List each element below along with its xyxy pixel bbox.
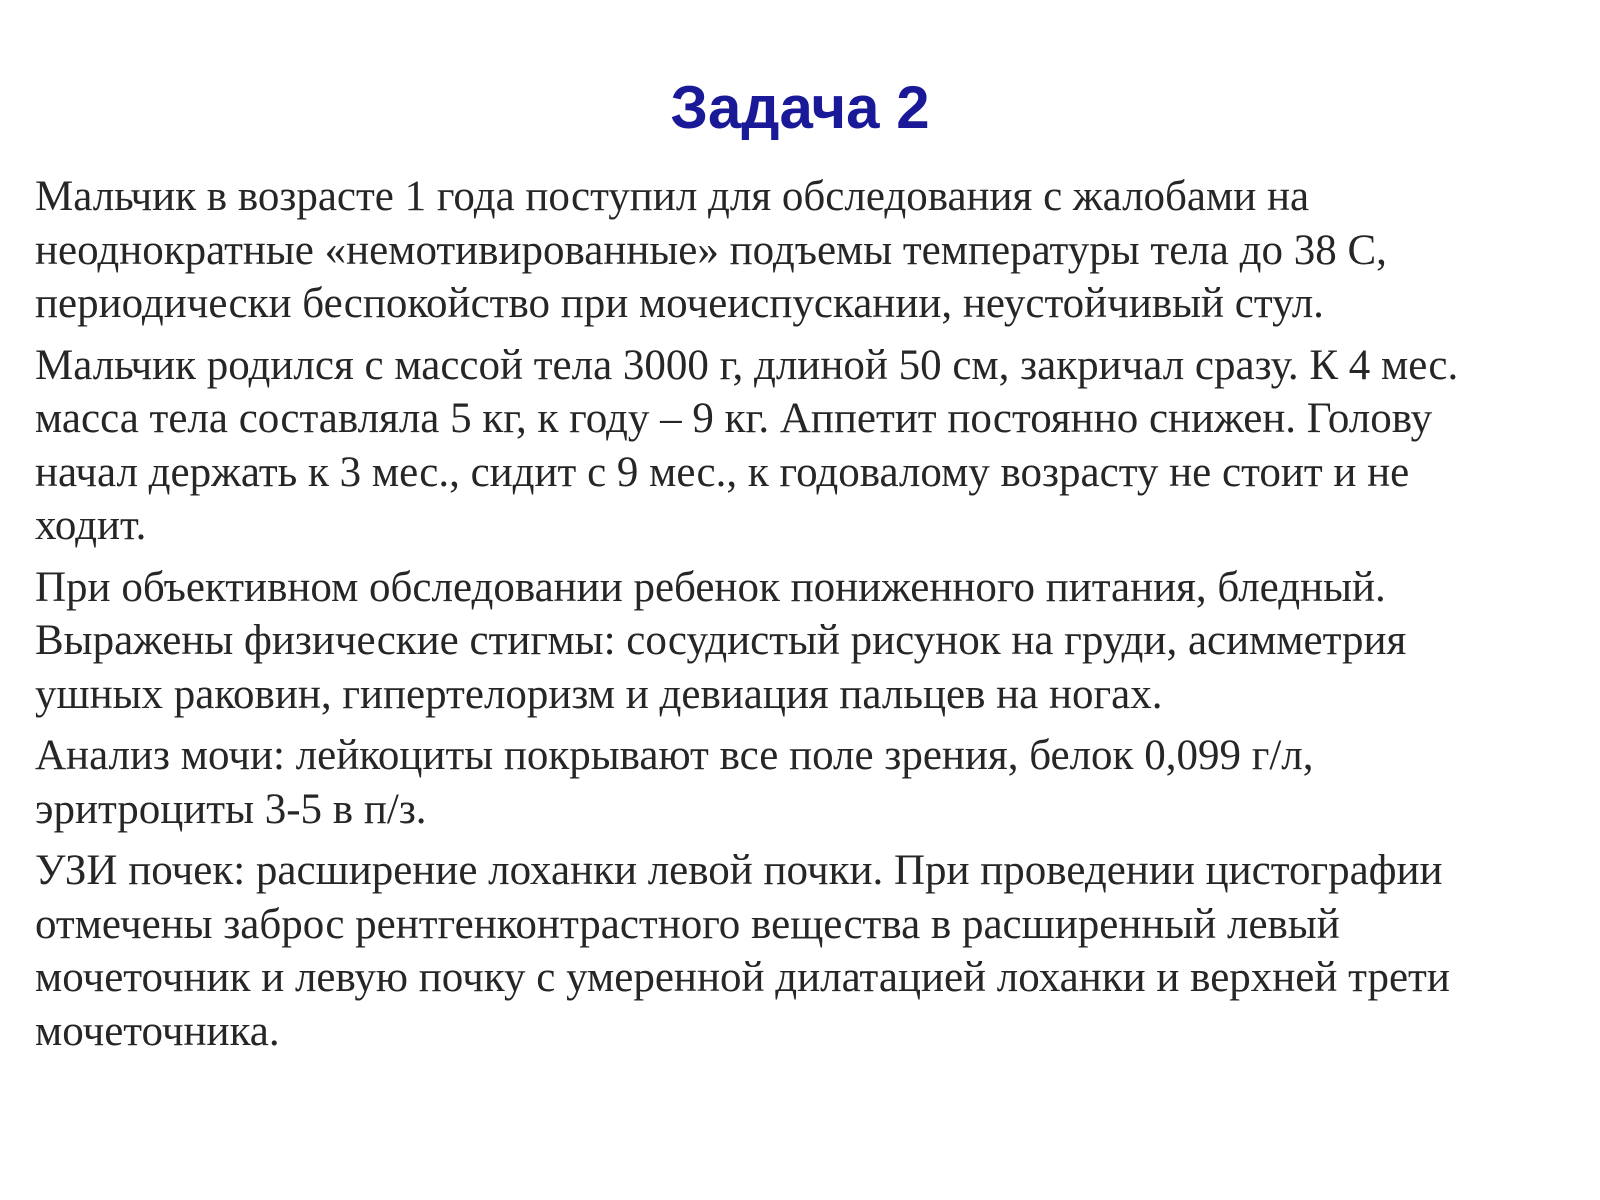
text-line: ходит. — [35, 502, 147, 549]
text-line: УЗИ почек: расширение лоханки левой почки. При проведении цистографии — [35, 847, 1443, 894]
text-line: При объективном обследовании ребенок пониженного питания, бледный. — [35, 563, 1386, 611]
urinalysis-paragraph — [35, 729, 1560, 836]
task-text — [35, 170, 1560, 1066]
history-paragraph — [35, 339, 1560, 553]
text-line: отмечены заброс рентгенконтрастного вещества в расширенный левый — [35, 900, 1340, 948]
text-line: ушных раковин, гипертелоризм и девиация пальцев на ногах. — [35, 670, 1163, 718]
ultrasound-paragraph — [35, 844, 1560, 1058]
text-line: мочеточника. — [35, 1007, 280, 1055]
text-line: Выражены физические стигмы: сосудистый рисунок на груди, асимметрия — [35, 617, 1407, 664]
text-line: мочеточник и левую почку с умеренной дилатацией лоханки и верхней трети — [35, 954, 1450, 1001]
text-line: Анализ мочи: лейкоциты покрывают все поле зрения, белок 0,099 г/л, — [35, 732, 1314, 779]
text-line: Мальчик в возрасте 1 года поступил для обследования с жалобами на — [35, 173, 1310, 220]
text-line: масса тела составляла 5 кг, к году – 9 кг. Аппетит постоянно снижен. Голову — [35, 395, 1433, 442]
complaints-paragraph — [35, 170, 1560, 331]
text-line: Мальчик родился с массой тела 3000 г, длиной 50 см, закричал сразу. К 4 мес. — [35, 341, 1459, 389]
text-line: эритроциты 3-5 в п/з. — [35, 785, 427, 833]
examination-paragraph — [35, 561, 1560, 722]
text-line: периодически беспокойство при мочеиспускании, неустойчивый стул. — [35, 280, 1324, 327]
slide-title: Задача 2 — [670, 74, 930, 141]
text-line: неоднократные «немотивированные» подъемы температуры тела до 38 С, — [35, 226, 1387, 274]
text-line: начал держать к 3 мес., сидит с 9 мес., к годовалому возрасту не стоит и не — [35, 448, 1410, 496]
